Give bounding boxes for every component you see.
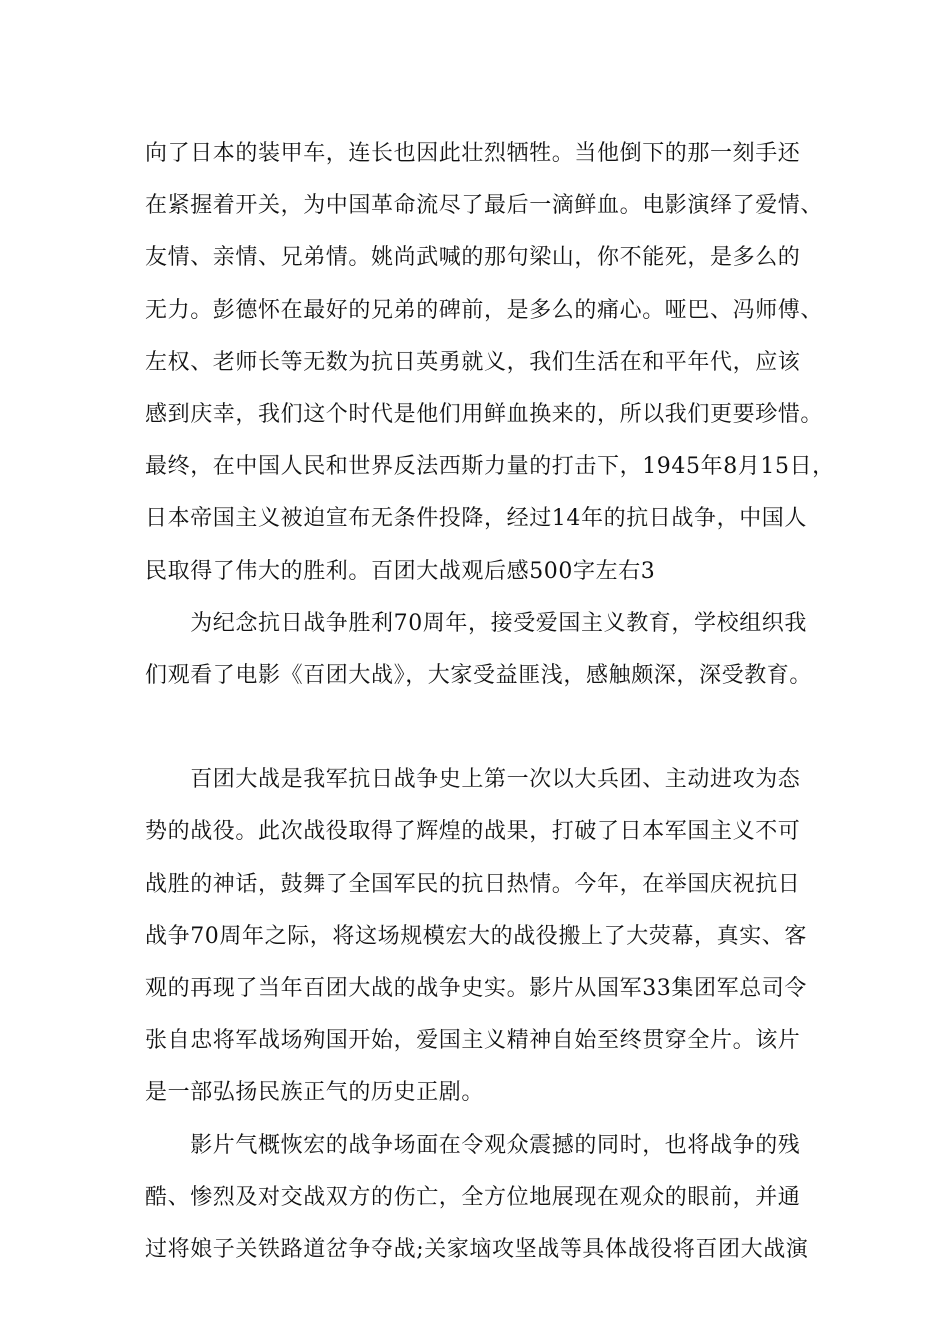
paragraph-3 <box>145 754 817 1119</box>
text-line: 感到庆幸，我们这个时代是他们用鲜血换来的，所以我们更要珍惜。 <box>145 402 824 428</box>
text-line: 过将娘子关铁路道岔争夺战;关家垴攻坚战等具体战役将百团大战演 <box>145 1237 809 1263</box>
text-line: 无力。彭德怀在最好的兄弟的碑前，是多么的痛心。哑巴、冯师傅、 <box>145 297 824 323</box>
text-line: 影片气概恢宏的战争场面在令观众震撼的同时，也将战争的残 <box>145 1132 801 1158</box>
text-line: 最终，在中国人民和世界反法西斯力量的打击下，1945年8月15日， <box>145 454 835 480</box>
text-line: 向了日本的装甲车，连长也因此壮烈牺牲。当他倒下的那一刻手还 <box>145 141 801 166</box>
text-line: 民取得了伟大的胜利。百团大战观后感500字左右3 <box>145 558 656 584</box>
text-line: 战争70周年之际，将这场规模宏大的战役搬上了大荧幕，真实、客 <box>145 923 807 949</box>
blank-line <box>145 702 817 754</box>
paragraph-2 <box>145 598 817 702</box>
paragraph-4 <box>145 1120 817 1277</box>
document-page <box>145 128 835 1276</box>
paragraph-1 <box>145 128 835 598</box>
text-line: 百团大战是我军抗日战争史上第一次以大兵团、主动进攻为态 <box>145 767 801 793</box>
text-line: 日本帝国主义被迫宣布无条件投降，经过14年的抗日战争，中国人 <box>145 506 807 532</box>
text-line: 们观看了电影《百团大战》，大家受益匪浅，感触颇深，深受教育。 <box>145 663 813 689</box>
text-line: 友情、亲情、兄弟情。姚尚武喊的那句梁山，你不能死，是多么的 <box>145 245 801 271</box>
text-line: 在紧握着开关，为中国革命流尽了最后一滴鲜血。电影演绎了爱情、 <box>145 193 824 219</box>
text-line: 张自忠将军战场殉国开始，爱国主义精神自始至终贯穿全片。该片 <box>145 1028 801 1054</box>
text-line: 为纪念抗日战争胜利70周年，接受爱国主义教育，学校组织我 <box>145 610 807 636</box>
text-line: 左权、老师长等无数为抗日英勇就义，我们生活在和平年代，应该 <box>145 349 801 375</box>
text-line: 势的战役。此次战役取得了辉煌的战果，打破了日本军国主义不可 <box>145 819 801 845</box>
text-line: 是一部弘扬民族正气的历史正剧。 <box>145 1080 485 1106</box>
text-line: 酷、惨烈及对交战双方的伤亡，全方位地展现在观众的眼前，并通 <box>145 1184 801 1210</box>
text-line: 观的再现了当年百团大战的战争史实。影片从国军33集团军总司令 <box>145 976 807 1002</box>
text-line: 战胜的神话，鼓舞了全国军民的抗日热情。今年，在举国庆祝抗日 <box>145 871 801 897</box>
